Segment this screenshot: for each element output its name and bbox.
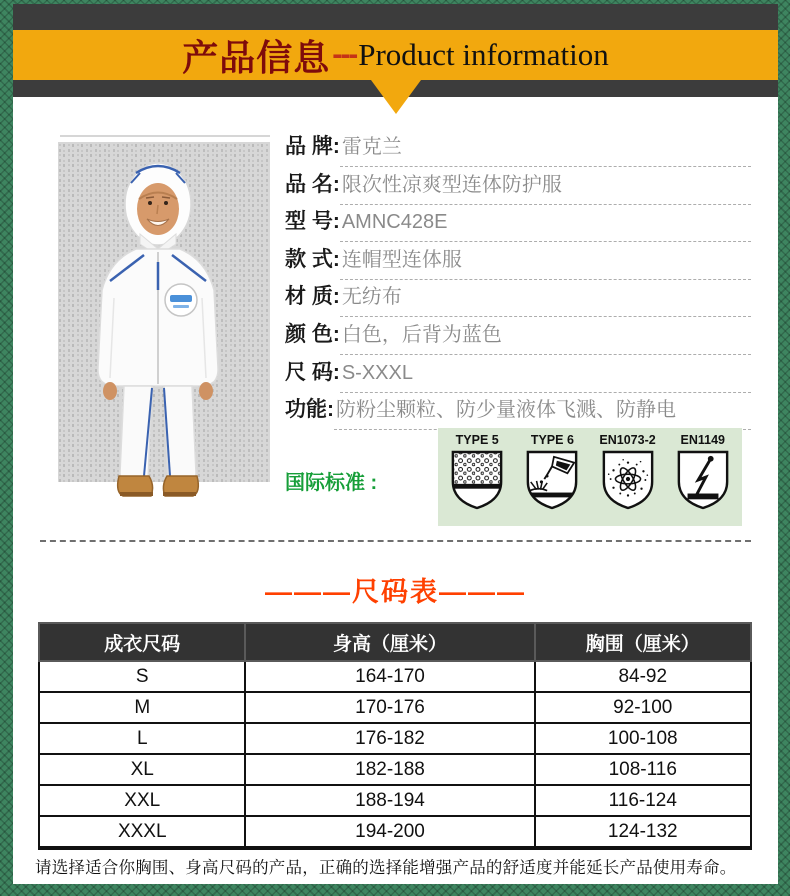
cell-chest: 124-132 xyxy=(535,816,751,848)
spec-value: S-XXXL xyxy=(340,362,751,393)
table-row xyxy=(39,816,751,848)
standard-label: TYPE 6 xyxy=(530,433,574,447)
cell-height: 176-182 xyxy=(245,723,534,754)
table-row xyxy=(39,754,751,785)
col-header-height: 身高（厘米） xyxy=(245,623,534,661)
spec-label: 尺 码: xyxy=(285,360,340,384)
spec-label: 颜 色: xyxy=(285,322,340,346)
product-spec-list xyxy=(285,130,751,431)
header-top-band xyxy=(13,4,778,30)
spec-label: 材 质: xyxy=(285,285,340,309)
spec-row-size xyxy=(285,356,751,394)
standard-en1073-2 xyxy=(592,433,664,511)
content-area xyxy=(13,4,778,884)
spec-value: 限次性凉爽型连体防护服 xyxy=(340,168,751,205)
spec-label: 功能: xyxy=(285,398,334,422)
cell-chest: 84-92 xyxy=(535,661,751,692)
sizing-advice-note: 请选择适合你胸围、身高尺码的产品，正确的选择能增强产品的舒适度并能延长产品使用寿命。 xyxy=(35,859,737,877)
cell-chest: 100-108 xyxy=(535,723,751,754)
col-header-size: 成衣尺码 xyxy=(39,623,245,661)
cell-chest: 108-116 xyxy=(535,754,751,785)
cell-height: 194-200 xyxy=(245,816,534,848)
standards-icon-panel xyxy=(438,428,742,526)
antistatic-shield-icon xyxy=(675,449,731,511)
cell-height: 164-170 xyxy=(245,661,534,692)
spec-row-brand xyxy=(285,130,751,168)
spec-label: 款 式: xyxy=(285,247,340,271)
spec-label: 品 牌: xyxy=(285,135,340,158)
dust-particles-shield-icon xyxy=(449,449,505,511)
cell-chest: 92-100 xyxy=(535,692,751,723)
size-table-header-row xyxy=(39,623,751,661)
spec-value: 白色，后背为蓝色 xyxy=(340,318,751,355)
spec-label: 品 名: xyxy=(285,172,340,196)
dashed-divider xyxy=(40,540,751,542)
table-row xyxy=(39,661,751,692)
spec-value: AMNC428E xyxy=(340,211,751,242)
header-banner xyxy=(13,30,778,80)
spec-label: 型 号: xyxy=(285,210,340,234)
banner-pointer-triangle xyxy=(371,80,421,114)
spec-row-material xyxy=(285,280,751,318)
standard-label: EN1149 xyxy=(680,433,725,447)
table-row xyxy=(39,785,751,816)
cell-size: S xyxy=(39,661,245,692)
product-photo-model-in-coverall xyxy=(40,128,270,513)
cell-size: XXL xyxy=(39,785,245,816)
liquid-splash-shield-icon xyxy=(524,449,580,511)
col-header-chest: 胸围（厘米） xyxy=(535,623,751,661)
spec-value: 连帽型连体服 xyxy=(340,243,751,280)
title-dashes: --- xyxy=(332,38,357,71)
standard-en1149 xyxy=(667,433,739,511)
spec-row-color xyxy=(285,318,751,356)
cell-size: XL xyxy=(39,754,245,785)
cell-size: M xyxy=(39,692,245,723)
page-title-cn: 产品信息 xyxy=(182,36,331,78)
international-standards-label: 国际标准 : xyxy=(285,472,378,494)
table-row xyxy=(39,723,751,754)
standard-label: TYPE 5 xyxy=(455,433,499,447)
cell-height: 182-188 xyxy=(245,754,534,785)
size-table xyxy=(38,622,752,850)
table-row xyxy=(39,692,751,723)
spec-value: 无纺布 xyxy=(340,280,751,317)
spec-value: 防粉尘颗粒、防少量液体飞溅、防静电 xyxy=(334,393,751,430)
radioactive-particles-shield-icon xyxy=(600,449,656,511)
spec-row-model xyxy=(285,205,751,243)
spec-row-name xyxy=(285,168,751,206)
standard-type5 xyxy=(441,433,513,511)
spec-row-style xyxy=(285,243,751,281)
page-title-en: Product information xyxy=(358,37,609,72)
standard-label: EN1073-2 xyxy=(599,433,656,447)
cell-chest: 116-124 xyxy=(535,785,751,816)
cell-height: 188-194 xyxy=(245,785,534,816)
spec-value: 雷克兰 xyxy=(340,130,751,167)
cell-size: L xyxy=(39,723,245,754)
standard-type6 xyxy=(516,433,588,511)
cell-height: 170-176 xyxy=(245,692,534,723)
cell-size: XXXL xyxy=(39,816,245,848)
size-table-title: ———尺码表——— xyxy=(265,577,526,607)
spec-row-function xyxy=(285,393,751,431)
